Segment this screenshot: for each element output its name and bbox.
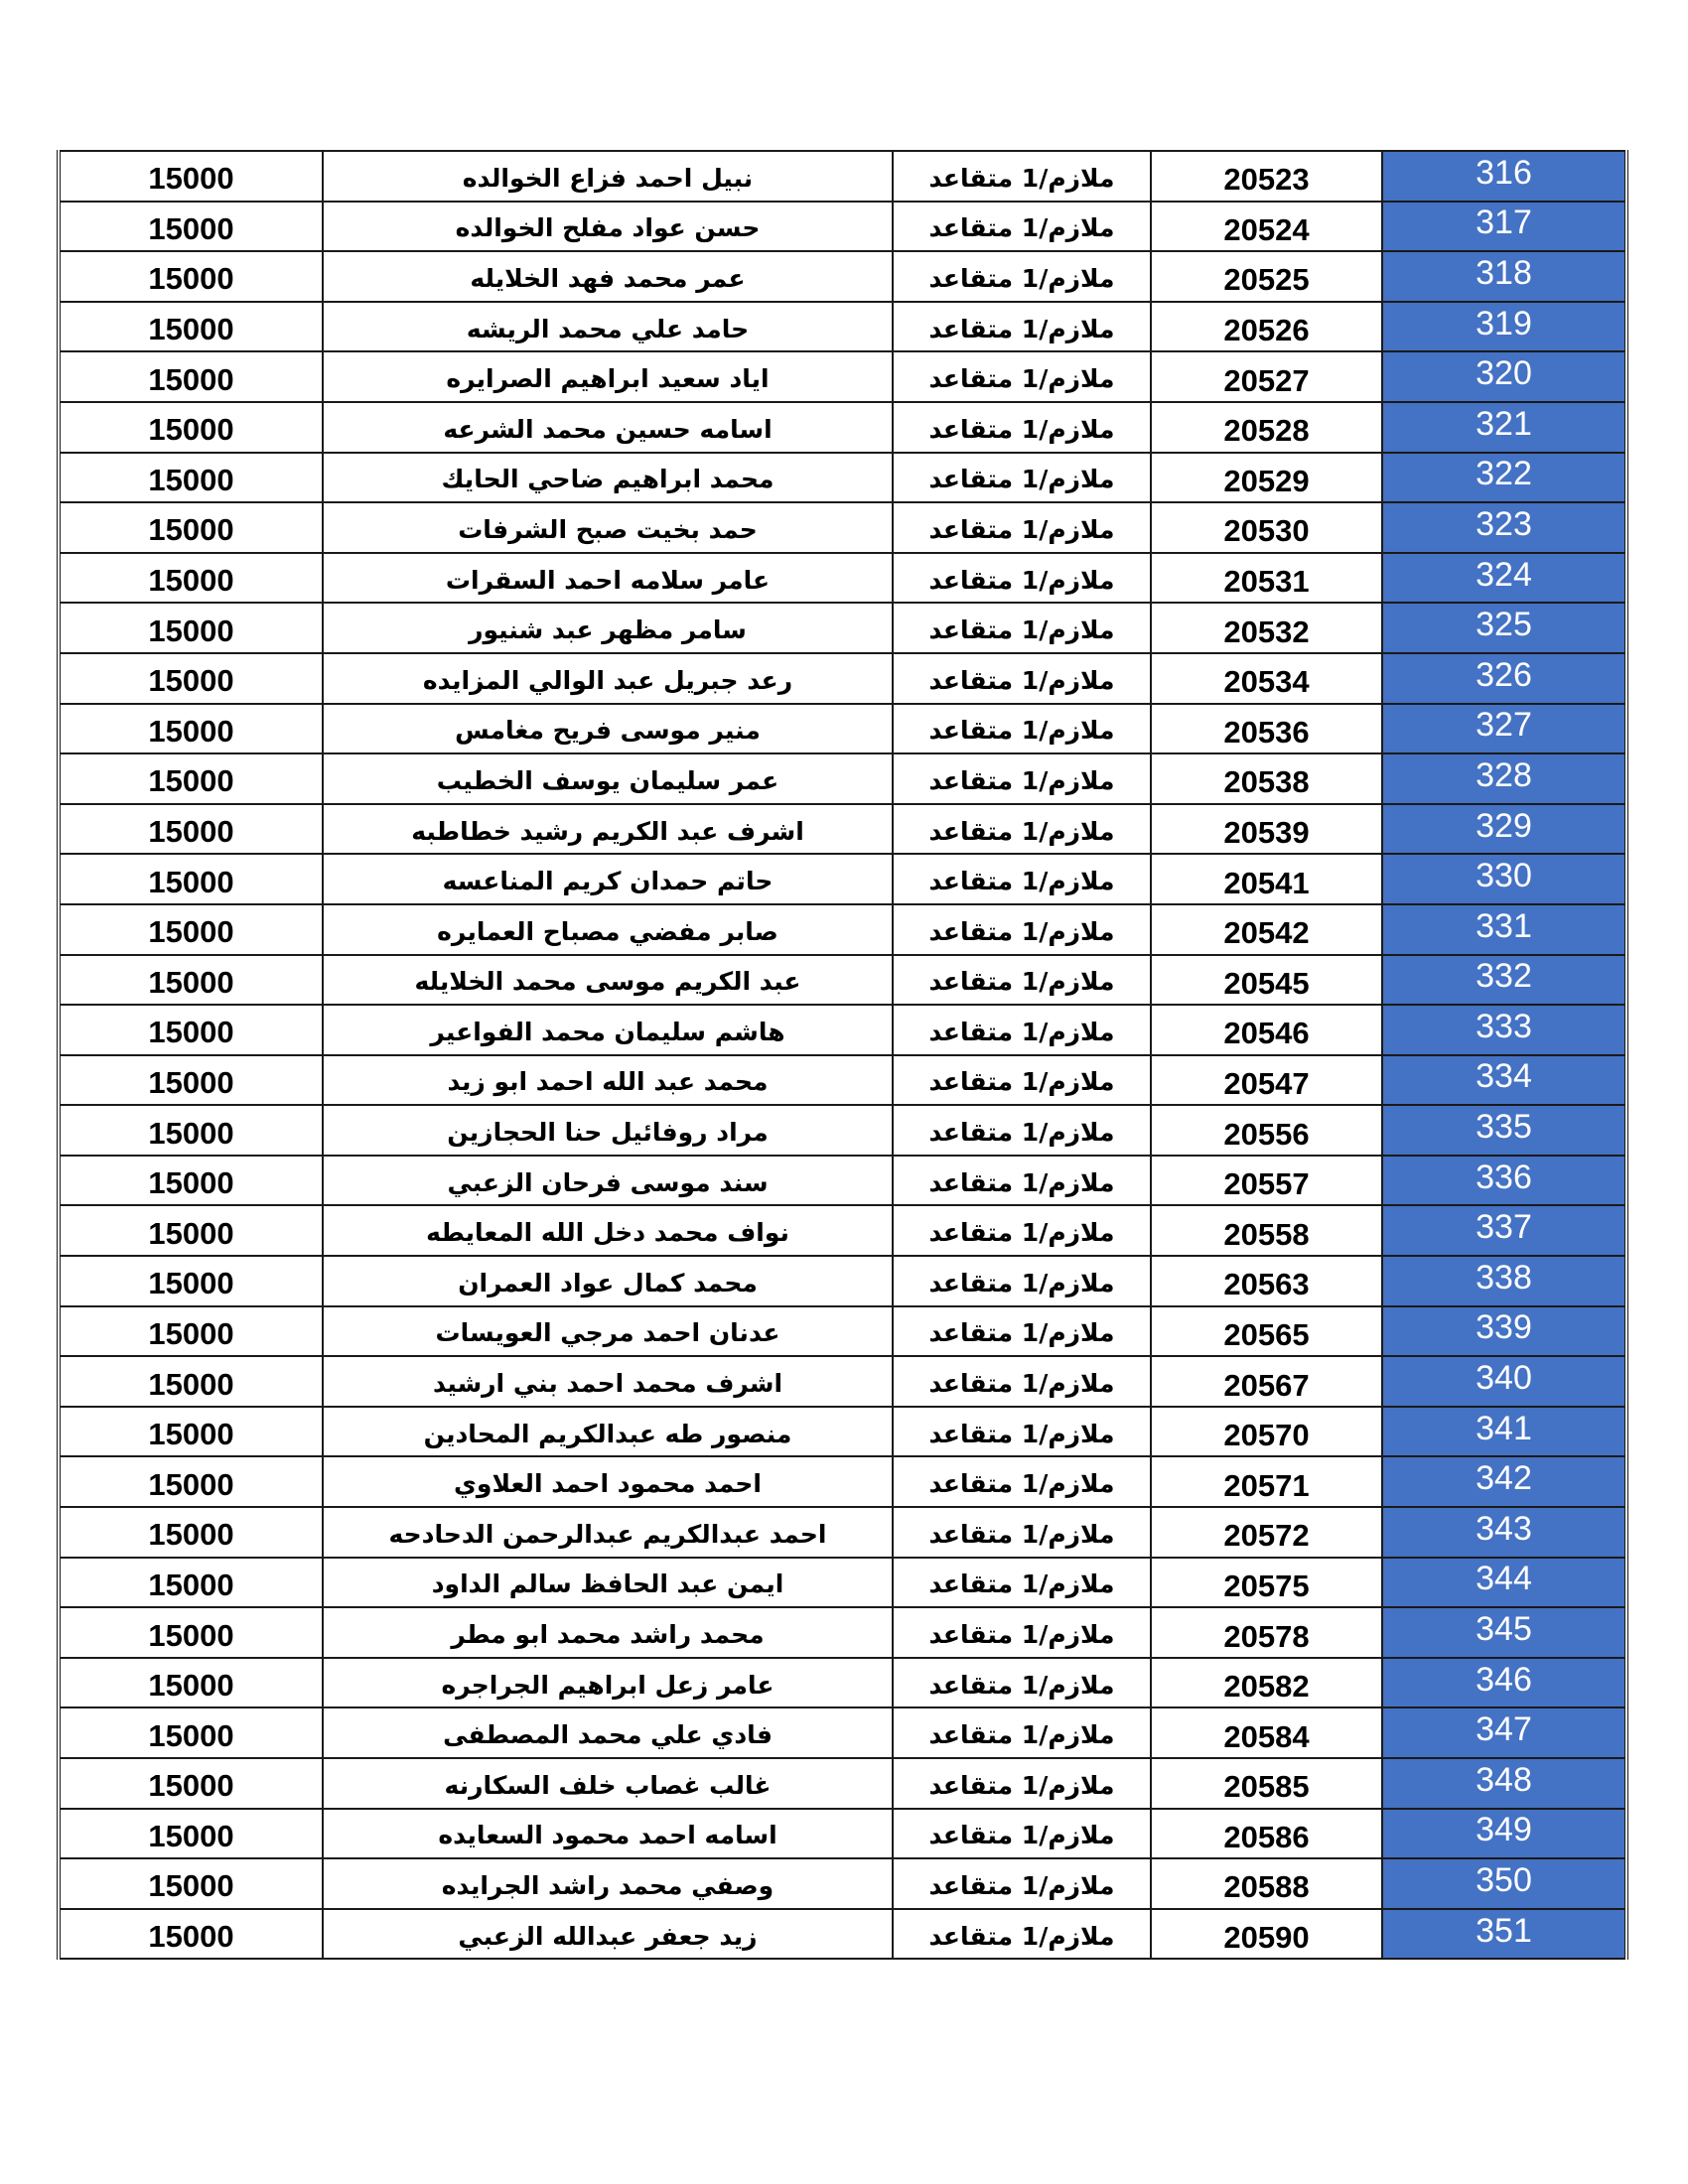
name-cell: اسامه احمد محمود السعايده — [323, 1809, 893, 1859]
name-cell: حمد بخيت صبح الشرفات — [323, 502, 893, 553]
name-cell: صابر مفضي مصباح العمايره — [323, 904, 893, 955]
table-row — [59, 1005, 1626, 1055]
amount-cell: 15000 — [59, 402, 323, 453]
name-cell: غالب غصاب خلف السكارنه — [323, 1758, 893, 1809]
amount-cell: 15000 — [59, 1607, 323, 1658]
amount-cell: 15000 — [59, 1055, 323, 1106]
name-cell: فادي علي محمد المصطفى — [323, 1707, 893, 1758]
rank-cell: ملازم/1 متقاعد — [893, 1306, 1151, 1357]
name-cell: سند موسى فرحان الزعبي — [323, 1156, 893, 1206]
name-cell: ايمن عبد الحافظ سالم الداود — [323, 1558, 893, 1608]
name-cell: حاتم حمدان كريم المناعسه — [323, 854, 893, 904]
rank-cell: ملازم/1 متقاعد — [893, 1607, 1151, 1658]
sequence-number-cell: 329 — [1382, 804, 1626, 855]
amount-cell: 15000 — [59, 502, 323, 553]
sequence-number-cell: 344 — [1382, 1558, 1626, 1608]
rank-cell: ملازم/1 متقاعد — [893, 653, 1151, 704]
table-row — [59, 502, 1626, 553]
amount-cell: 15000 — [59, 1758, 323, 1809]
name-cell: منير موسى فريح مغامس — [323, 704, 893, 754]
sequence-number-cell: 316 — [1382, 151, 1626, 202]
rank-cell: ملازم/1 متقاعد — [893, 453, 1151, 503]
military-number-cell: 20588 — [1151, 1858, 1382, 1909]
amount-cell: 15000 — [59, 1809, 323, 1859]
name-cell: محمد راشد محمد ابو مطر — [323, 1607, 893, 1658]
sequence-number-cell: 348 — [1382, 1758, 1626, 1809]
name-cell: عمر سليمان يوسف الخطيب — [323, 753, 893, 804]
amount-cell: 15000 — [59, 1558, 323, 1608]
sequence-number-cell: 318 — [1382, 251, 1626, 302]
retirees-table-body — [59, 151, 1626, 1959]
sequence-number-cell: 326 — [1382, 653, 1626, 704]
table-row — [59, 553, 1626, 604]
amount-cell: 15000 — [59, 603, 323, 653]
name-cell: عمر محمد فهد الخلايله — [323, 251, 893, 302]
name-cell: عدنان احمد مرجي العويسات — [323, 1306, 893, 1357]
name-cell: عامر سلامه احمد السقرات — [323, 553, 893, 604]
military-number-cell: 20539 — [1151, 804, 1382, 855]
military-number-cell: 20563 — [1151, 1256, 1382, 1306]
rank-cell: ملازم/1 متقاعد — [893, 1507, 1151, 1558]
rank-cell: ملازم/1 متقاعد — [893, 151, 1151, 202]
table-row — [59, 453, 1626, 503]
amount-cell: 15000 — [59, 1407, 323, 1457]
rank-cell: ملازم/1 متقاعد — [893, 1707, 1151, 1758]
military-number-cell: 20530 — [1151, 502, 1382, 553]
table-row — [59, 1858, 1626, 1909]
military-number-cell: 20572 — [1151, 1507, 1382, 1558]
rank-cell: ملازم/1 متقاعد — [893, 704, 1151, 754]
amount-cell: 15000 — [59, 251, 323, 302]
rank-cell: ملازم/1 متقاعد — [893, 302, 1151, 352]
military-number-cell: 20567 — [1151, 1356, 1382, 1407]
sequence-number-cell: 336 — [1382, 1156, 1626, 1206]
military-number-cell: 20542 — [1151, 904, 1382, 955]
sequence-number-cell: 334 — [1382, 1055, 1626, 1106]
table-row — [59, 251, 1626, 302]
table-row — [59, 804, 1626, 855]
table-row — [59, 1456, 1626, 1507]
name-cell: محمد ابراهيم ضاحي الحايك — [323, 453, 893, 503]
amount-cell: 15000 — [59, 1156, 323, 1206]
sequence-number-cell: 319 — [1382, 302, 1626, 352]
name-cell: اياد سعيد ابراهيم الصرايره — [323, 351, 893, 402]
table-row — [59, 1256, 1626, 1306]
rank-cell: ملازم/1 متقاعد — [893, 202, 1151, 252]
rank-cell: ملازم/1 متقاعد — [893, 1658, 1151, 1708]
amount-cell: 15000 — [59, 302, 323, 352]
military-number-cell: 20590 — [1151, 1909, 1382, 1960]
table-row — [59, 1407, 1626, 1457]
table-row — [59, 1356, 1626, 1407]
retirees-table — [57, 150, 1628, 1960]
amount-cell: 15000 — [59, 1456, 323, 1507]
sequence-number-cell: 340 — [1382, 1356, 1626, 1407]
name-cell: حامد علي محمد الريشه — [323, 302, 893, 352]
military-number-cell: 20536 — [1151, 704, 1382, 754]
name-cell: اسامه حسين محمد الشرعه — [323, 402, 893, 453]
military-number-cell: 20531 — [1151, 553, 1382, 604]
sequence-number-cell: 321 — [1382, 402, 1626, 453]
sequence-number-cell: 331 — [1382, 904, 1626, 955]
sequence-number-cell: 322 — [1382, 453, 1626, 503]
sequence-number-cell: 341 — [1382, 1407, 1626, 1457]
sequence-number-cell: 333 — [1382, 1005, 1626, 1055]
rank-cell: ملازم/1 متقاعد — [893, 1105, 1151, 1156]
military-number-cell: 20528 — [1151, 402, 1382, 453]
sequence-number-cell: 324 — [1382, 553, 1626, 604]
name-cell: محمد عبد الله احمد ابو زيد — [323, 1055, 893, 1106]
rank-cell: ملازم/1 متقاعد — [893, 402, 1151, 453]
rank-cell: ملازم/1 متقاعد — [893, 1758, 1151, 1809]
military-number-cell: 20526 — [1151, 302, 1382, 352]
table-row — [59, 1507, 1626, 1558]
rank-cell: ملازم/1 متقاعد — [893, 753, 1151, 804]
sequence-number-cell: 320 — [1382, 351, 1626, 402]
military-number-cell: 20557 — [1151, 1156, 1382, 1206]
rank-cell: ملازم/1 متقاعد — [893, 1456, 1151, 1507]
table-row — [59, 854, 1626, 904]
name-cell: احمد عبدالكريم عبدالرحمن الدحادحه — [323, 1507, 893, 1558]
rank-cell: ملازم/1 متقاعد — [893, 553, 1151, 604]
table-row — [59, 653, 1626, 704]
military-number-cell: 20558 — [1151, 1205, 1382, 1256]
military-number-cell: 20532 — [1151, 603, 1382, 653]
sequence-number-cell: 332 — [1382, 955, 1626, 1006]
sequence-number-cell: 338 — [1382, 1256, 1626, 1306]
rank-cell: ملازم/1 متقاعد — [893, 1407, 1151, 1457]
amount-cell: 15000 — [59, 1658, 323, 1708]
rank-cell: ملازم/1 متقاعد — [893, 1156, 1151, 1206]
table-row — [59, 1156, 1626, 1206]
military-number-cell: 20575 — [1151, 1558, 1382, 1608]
amount-cell: 15000 — [59, 351, 323, 402]
table-row — [59, 1658, 1626, 1708]
name-cell: هاشم سليمان محمد الفواعير — [323, 1005, 893, 1055]
rank-cell: ملازم/1 متقاعد — [893, 955, 1151, 1006]
military-number-cell: 20547 — [1151, 1055, 1382, 1106]
table-row — [59, 1809, 1626, 1859]
sequence-number-cell: 346 — [1382, 1658, 1626, 1708]
military-number-cell: 20527 — [1151, 351, 1382, 402]
table-row — [59, 1558, 1626, 1608]
amount-cell: 15000 — [59, 904, 323, 955]
military-number-cell: 20578 — [1151, 1607, 1382, 1658]
sequence-number-cell: 330 — [1382, 854, 1626, 904]
table-row — [59, 704, 1626, 754]
sequence-number-cell: 323 — [1382, 502, 1626, 553]
name-cell: منصور طه عبدالكريم المحادين — [323, 1407, 893, 1457]
name-cell: اشرف محمد احمد بني ارشيد — [323, 1356, 893, 1407]
sequence-number-cell: 328 — [1382, 753, 1626, 804]
rank-cell: ملازم/1 متقاعد — [893, 804, 1151, 855]
table-row — [59, 151, 1626, 202]
amount-cell: 15000 — [59, 804, 323, 855]
rank-cell: ملازم/1 متقاعد — [893, 1055, 1151, 1106]
sequence-number-cell: 343 — [1382, 1507, 1626, 1558]
military-number-cell: 20570 — [1151, 1407, 1382, 1457]
name-cell: نواف محمد دخل الله المعايطه — [323, 1205, 893, 1256]
military-number-cell: 20545 — [1151, 955, 1382, 1006]
sequence-number-cell: 339 — [1382, 1306, 1626, 1357]
amount-cell: 15000 — [59, 453, 323, 503]
amount-cell: 15000 — [59, 1256, 323, 1306]
amount-cell: 15000 — [59, 704, 323, 754]
rank-cell: ملازم/1 متقاعد — [893, 351, 1151, 402]
amount-cell: 15000 — [59, 1858, 323, 1909]
table-row — [59, 1306, 1626, 1357]
name-cell: رعد جبريل عبد الوالي المزايده — [323, 653, 893, 704]
rank-cell: ملازم/1 متقاعد — [893, 1558, 1151, 1608]
amount-cell: 15000 — [59, 1005, 323, 1055]
rank-cell: ملازم/1 متقاعد — [893, 251, 1151, 302]
sequence-number-cell: 317 — [1382, 202, 1626, 252]
military-number-cell: 20582 — [1151, 1658, 1382, 1708]
table-row — [59, 1205, 1626, 1256]
amount-cell: 15000 — [59, 1909, 323, 1960]
table-row — [59, 202, 1626, 252]
table-row — [59, 351, 1626, 402]
rank-cell: ملازم/1 متقاعد — [893, 1858, 1151, 1909]
name-cell: وصفي محمد راشد الجرايده — [323, 1858, 893, 1909]
sequence-number-cell: 347 — [1382, 1707, 1626, 1758]
sequence-number-cell: 350 — [1382, 1858, 1626, 1909]
table-row — [59, 1909, 1626, 1960]
name-cell: عامر زعل ابراهيم الجراجره — [323, 1658, 893, 1708]
rank-cell: ملازم/1 متقاعد — [893, 1809, 1151, 1859]
rank-cell: ملازم/1 متقاعد — [893, 904, 1151, 955]
amount-cell: 15000 — [59, 753, 323, 804]
amount-cell: 15000 — [59, 1507, 323, 1558]
table-row — [59, 1055, 1626, 1106]
sequence-number-cell: 327 — [1382, 704, 1626, 754]
amount-cell: 15000 — [59, 854, 323, 904]
table-row — [59, 955, 1626, 1006]
military-number-cell: 20525 — [1151, 251, 1382, 302]
sequence-number-cell: 337 — [1382, 1205, 1626, 1256]
military-number-cell: 20556 — [1151, 1105, 1382, 1156]
table-row — [59, 1707, 1626, 1758]
military-number-cell: 20534 — [1151, 653, 1382, 704]
table-row — [59, 1105, 1626, 1156]
name-cell: مراد روفائيل حنا الحجازين — [323, 1105, 893, 1156]
name-cell: حسن عواد مفلح الخوالده — [323, 202, 893, 252]
rank-cell: ملازم/1 متقاعد — [893, 502, 1151, 553]
military-number-cell: 20584 — [1151, 1707, 1382, 1758]
amount-cell: 15000 — [59, 1105, 323, 1156]
military-number-cell: 20546 — [1151, 1005, 1382, 1055]
table-row — [59, 1758, 1626, 1809]
table-row — [59, 302, 1626, 352]
amount-cell: 15000 — [59, 553, 323, 604]
amount-cell: 15000 — [59, 202, 323, 252]
sequence-number-cell: 345 — [1382, 1607, 1626, 1658]
name-cell: عبد الكريم موسى محمد الخلايله — [323, 955, 893, 1006]
amount-cell: 15000 — [59, 151, 323, 202]
rank-cell: ملازم/1 متقاعد — [893, 1356, 1151, 1407]
table-row — [59, 402, 1626, 453]
table-row — [59, 753, 1626, 804]
amount-cell: 15000 — [59, 653, 323, 704]
rank-cell: ملازم/1 متقاعد — [893, 1256, 1151, 1306]
sequence-number-cell: 335 — [1382, 1105, 1626, 1156]
amount-cell: 15000 — [59, 955, 323, 1006]
name-cell: زيد جعفر عبدالله الزعبي — [323, 1909, 893, 1960]
amount-cell: 15000 — [59, 1306, 323, 1357]
table-row — [59, 603, 1626, 653]
table-row — [59, 904, 1626, 955]
name-cell: محمد كمال عواد العمران — [323, 1256, 893, 1306]
military-number-cell: 20585 — [1151, 1758, 1382, 1809]
name-cell: سامر مظهر عبد شنيور — [323, 603, 893, 653]
military-number-cell: 20523 — [1151, 151, 1382, 202]
name-cell: اشرف عبد الكريم رشيد خطاطبه — [323, 804, 893, 855]
rank-cell: ملازم/1 متقاعد — [893, 1205, 1151, 1256]
military-number-cell: 20565 — [1151, 1306, 1382, 1357]
rank-cell: ملازم/1 متقاعد — [893, 854, 1151, 904]
name-cell: احمد محمود احمد العلاوي — [323, 1456, 893, 1507]
sequence-number-cell: 342 — [1382, 1456, 1626, 1507]
rank-cell: ملازم/1 متقاعد — [893, 1005, 1151, 1055]
amount-cell: 15000 — [59, 1205, 323, 1256]
military-number-cell: 20586 — [1151, 1809, 1382, 1859]
sequence-number-cell: 325 — [1382, 603, 1626, 653]
amount-cell: 15000 — [59, 1707, 323, 1758]
sequence-number-cell: 351 — [1382, 1909, 1626, 1960]
rank-cell: ملازم/1 متقاعد — [893, 603, 1151, 653]
military-number-cell: 20571 — [1151, 1456, 1382, 1507]
amount-cell: 15000 — [59, 1356, 323, 1407]
name-cell: نبيل احمد فزاع الخوالده — [323, 151, 893, 202]
military-number-cell: 20529 — [1151, 453, 1382, 503]
table-row — [59, 1607, 1626, 1658]
military-number-cell: 20541 — [1151, 854, 1382, 904]
military-number-cell: 20538 — [1151, 753, 1382, 804]
sequence-number-cell: 349 — [1382, 1809, 1626, 1859]
rank-cell: ملازم/1 متقاعد — [893, 1909, 1151, 1960]
military-number-cell: 20524 — [1151, 202, 1382, 252]
